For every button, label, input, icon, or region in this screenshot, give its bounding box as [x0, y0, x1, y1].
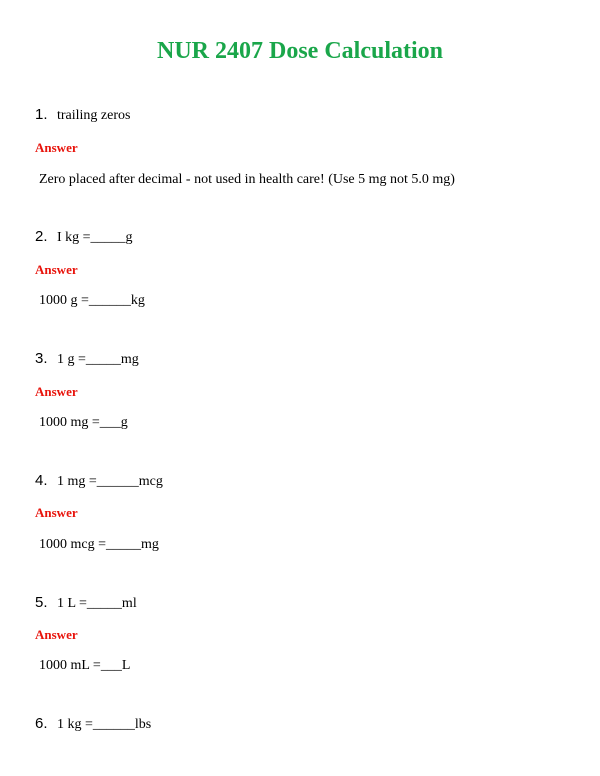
question-number: 4. [35, 472, 48, 489]
question-3 [35, 350, 139, 369]
question-text: 1 mg =______mcg [57, 474, 163, 489]
question-text: trailing zeros [57, 108, 131, 123]
question-1 [35, 106, 130, 125]
answer-text: 1000 g =______kg [39, 293, 145, 308]
question-text: 1 g =_____mg [57, 352, 139, 367]
question-4 [35, 472, 163, 491]
question-6 [35, 715, 151, 734]
question-text: 1 kg =______lbs [57, 717, 152, 732]
question-5 [35, 594, 137, 613]
question-number: 3. [35, 350, 48, 367]
answer-text: 1000 mg =___g [39, 415, 128, 430]
answer-label: Answer [35, 627, 78, 642]
question-number: 6. [35, 715, 48, 732]
answer-label: Answer [35, 140, 78, 155]
answer-label: Answer [35, 262, 78, 277]
question-number: 1. [35, 106, 48, 123]
answer-text: 1000 mL =___L [39, 658, 131, 673]
answer-label: Answer [35, 505, 78, 520]
answer-label: Answer [35, 384, 78, 399]
question-number: 5. [35, 594, 48, 611]
question-text: 1 L =_____ml [57, 596, 137, 611]
question-number: 2. [35, 228, 48, 245]
question-text: I kg =_____g [57, 230, 133, 245]
page-title: NUR 2407 Dose Calculation [157, 38, 443, 64]
answer-text: 1000 mcg =_____mg [39, 537, 159, 552]
answer-text: Zero placed after decimal - not used in health care! (Use 5 mg not 5.0 mg) [39, 172, 455, 187]
question-2 [35, 228, 133, 247]
